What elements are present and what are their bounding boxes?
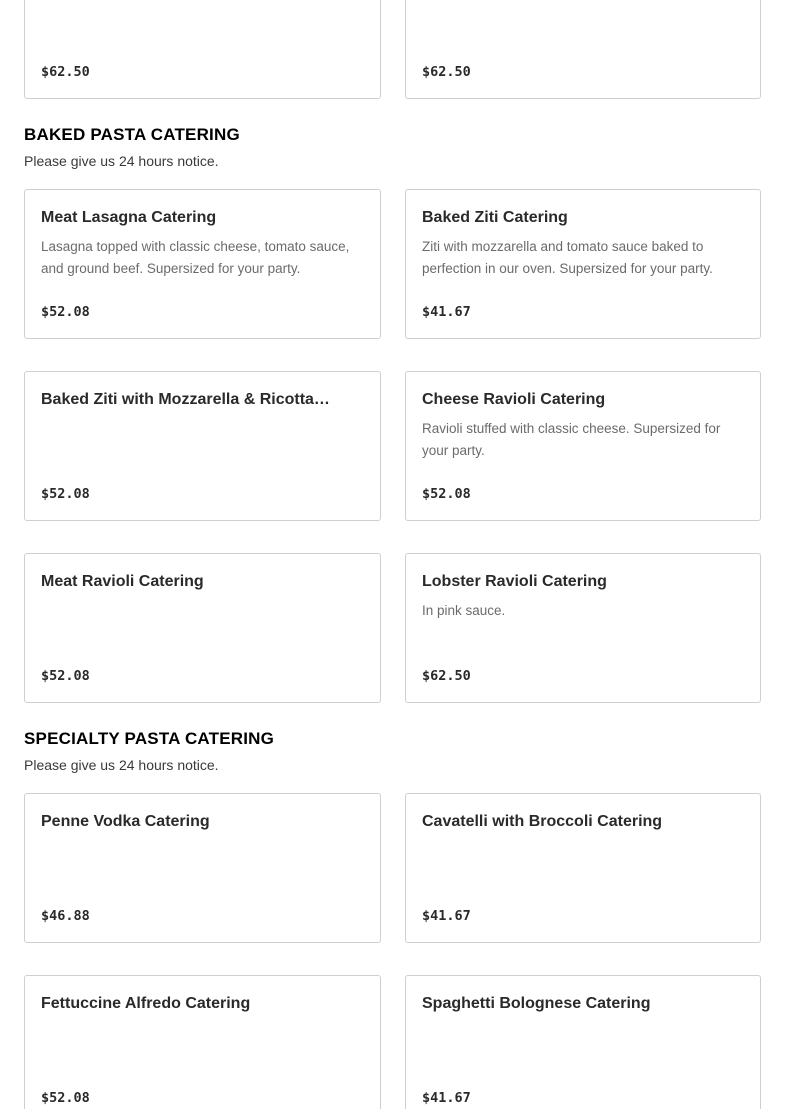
item-name: Baked Ziti Catering <box>422 209 568 226</box>
menu-item-card[interactable] <box>405 553 761 703</box>
item-name: Baked Ziti with Mozzarella & Ricotta… <box>41 391 330 408</box>
item-description: Lasagna topped with classic cheese, tomato sauce, and ground beef. Supersized for your party. <box>41 239 350 276</box>
menu-item-card[interactable] <box>405 975 761 1109</box>
item-price: $46.88 <box>41 908 90 924</box>
menu-item-card[interactable] <box>24 0 381 99</box>
item-price: $62.50 <box>422 64 471 80</box>
item-price: $41.67 <box>422 304 471 320</box>
item-price: $41.67 <box>422 908 471 924</box>
item-price: $52.08 <box>422 486 471 502</box>
item-price: $62.50 <box>422 668 471 684</box>
menu-item-card[interactable] <box>24 553 381 703</box>
item-description: In pink sauce. <box>422 603 506 618</box>
menu-item-card[interactable] <box>405 793 761 943</box>
item-name: Cheese Ravioli Catering <box>422 391 606 408</box>
section-title: BAKED PASTA CATERING <box>24 125 240 144</box>
item-name: Lobster Ravioli Catering <box>422 573 607 590</box>
item-price: $52.08 <box>41 304 90 320</box>
menu-item-card[interactable] <box>24 371 381 521</box>
menu-item-card[interactable] <box>24 793 381 943</box>
item-name: Spaghetti Bolognese Catering <box>422 995 651 1012</box>
item-name: Meat Ravioli Catering <box>41 573 204 590</box>
item-description: Ziti with mozzarella and tomato sauce baked to perfection in our oven. Supersized for your party. <box>422 239 713 276</box>
item-price: $62.50 <box>41 64 90 80</box>
item-price: $41.67 <box>422 1090 471 1106</box>
menu-item-card[interactable] <box>405 371 761 521</box>
section-title: SPECIALTY PASTA CATERING <box>24 729 275 748</box>
item-price: $52.08 <box>41 486 90 502</box>
menu-item-card[interactable] <box>405 189 761 339</box>
item-name: Cavatelli with Broccoli Catering <box>422 813 663 830</box>
item-name: Penne Vodka Catering <box>41 813 210 830</box>
item-price: $52.08 <box>41 1090 90 1106</box>
menu-item-card[interactable] <box>24 189 381 339</box>
menu-item-card[interactable] <box>405 0 761 99</box>
menu-item-card[interactable] <box>24 975 381 1109</box>
item-name: Meat Lasagna Catering <box>41 209 217 226</box>
item-description: Ravioli stuffed with classic cheese. Supersized for your party. <box>422 421 721 458</box>
item-name: Fettuccine Alfredo Catering <box>41 995 251 1012</box>
item-price: $52.08 <box>41 668 90 684</box>
section-note: Please give us 24 hours notice. <box>24 153 219 169</box>
section-note: Please give us 24 hours notice. <box>24 757 219 773</box>
